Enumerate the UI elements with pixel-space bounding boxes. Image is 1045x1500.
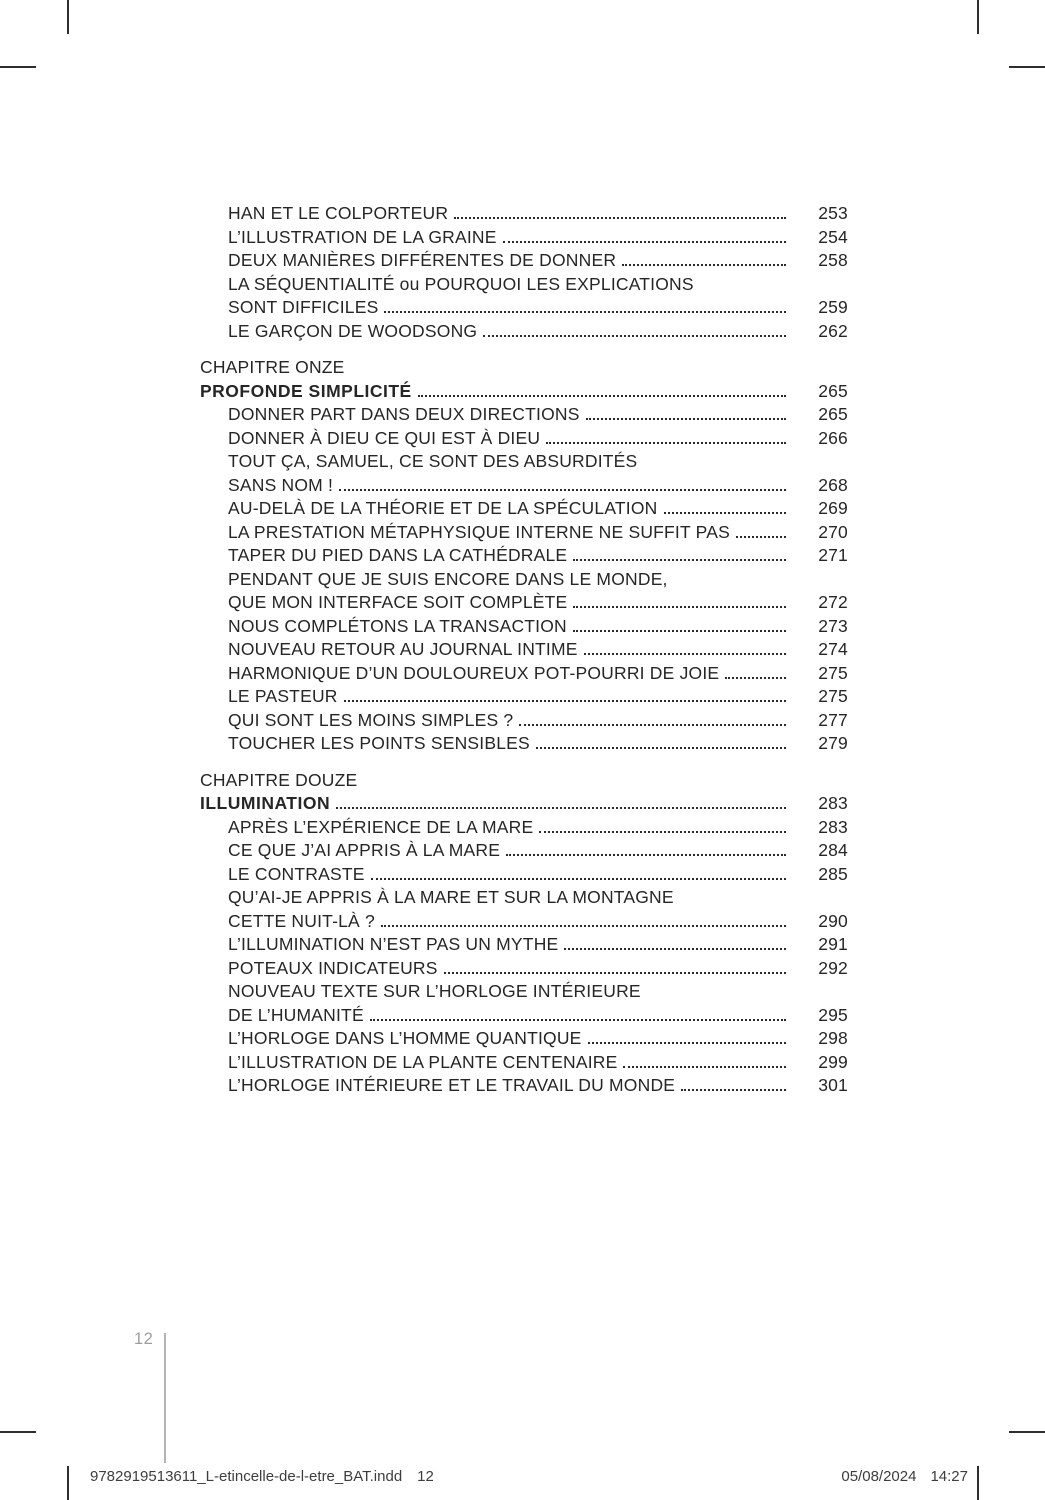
page-number: 269 [818,498,848,518]
toc-entry-line [200,474,848,498]
leader-dots [418,395,786,397]
page-number: 291 [818,934,848,954]
entry-text: QUI SONT LES MOINS SIMPLES ? [228,709,514,730]
crop-mark-top-left-horizontal [0,66,36,68]
entry-text: NOUVEAU TEXTE SUR L’HORLOGE INTÉRIEURE [228,981,641,1001]
crop-mark-bottom-left-horizontal [0,1431,36,1433]
page-number: 299 [818,1051,848,1072]
entry-text: L’ILLUSTRATION DE LA GRAINE [228,226,497,247]
page-number: 270 [818,521,848,542]
page-number: 273 [818,615,848,636]
entry-text: DEUX MANIÈRES DIFFÉRENTES DE DONNER [228,250,617,270]
entry-text: HAN ET LE COLPORTEUR [228,203,449,223]
page-number: 253 [818,203,848,223]
page-number: 259 [818,297,848,317]
page-number: 284 [818,840,848,860]
leader-dots [539,831,786,833]
page-number: 275 [818,662,848,683]
chapter-label-row [200,356,848,380]
toc-entry-line [200,497,848,521]
toc-entry-line [200,1051,848,1075]
leader-dots [483,335,786,337]
page-number: 266 [818,427,848,448]
entry-text: TAPER DU PIED DANS LA CATHÉDRALE [228,545,568,565]
crop-mark-bottom-right-vertical [977,1466,979,1500]
toc-entry-line [200,886,848,910]
leader-dots [381,925,786,927]
folio-page-number: 12 [134,1330,154,1348]
page-number: 301 [818,1075,848,1095]
toc-section [200,202,848,343]
chapter-title-text: PROFONDE SIMPLICITÉ [200,380,412,401]
entry-text: TOUT ÇA, SAMUEL, CE SONT DES ABSURDITÉS [228,451,638,471]
toc-entry-line [200,226,848,250]
chapter-label-row [200,769,848,793]
entry-text: LA PRESTATION MÉTAPHYSIQUE INTERNE NE SUFFIT PAS [228,521,730,542]
chapter-label-text: CHAPITRE ONZE [200,357,345,377]
chapter-title-text: ILLUMINATION [200,793,331,813]
toc-entry-line [200,1004,848,1028]
entry-text: DE L’HUMANITÉ [228,1004,364,1025]
entry-text: L’HORLOGE DANS L’HOMME QUANTIQUE [228,1028,582,1048]
page-number: 265 [818,380,848,401]
leader-dots [586,418,786,420]
toc-entry-line [200,427,848,451]
leader-dots [623,1066,786,1068]
leader-dots [736,536,786,538]
entry-text: LE GARÇON DE WOODSONG [228,320,478,341]
toc-entry-line [200,685,848,709]
entry-text: SANS NOM ! [228,474,334,495]
footer-time: 14:27 [930,1468,968,1485]
folio-rule [164,1333,166,1463]
leader-dots [588,1042,786,1044]
toc-entry-line [200,202,848,226]
page-number: 268 [818,474,848,495]
crop-mark-bottom-left-vertical [67,1466,69,1500]
toc-entry-line [200,273,848,297]
toc-entry-line [200,839,848,863]
page-number: 275 [818,686,848,706]
toc-entry-line [200,591,848,615]
entry-text: L’ILLUSTRATION DE LA PLANTE CENTENAIRE [228,1051,618,1072]
leader-dots [725,677,786,679]
entry-text: CETTE NUIT-LÀ ? [228,910,375,931]
entry-text: LE CONTRASTE [228,863,365,884]
footer-date: 05/08/2024 [841,1468,917,1485]
page-number: 277 [818,709,848,730]
leader-dots [444,972,786,974]
entry-text: APRÈS L’EXPÉRIENCE DE LA MARE [228,816,534,837]
crop-mark-bottom-right-horizontal [1009,1431,1045,1433]
page-number: 274 [818,639,848,659]
leader-dots [506,854,786,856]
entry-text: LE PASTEUR [228,686,338,706]
entry-text: NOUVEAU RETOUR AU JOURNAL INTIME [228,639,578,659]
toc-entry-line [200,568,848,592]
page-number: 279 [818,733,848,753]
crop-mark-top-left-vertical [67,0,69,34]
toc-entry-line [200,863,848,887]
entry-text: AU-DELÀ DE LA THÉORIE ET DE LA SPÉCULATION [228,498,658,518]
page-number: 271 [818,545,848,565]
leader-dots [536,747,786,749]
entry-text: CE QUE J’AI APPRIS À LA MARE [228,840,501,860]
page-number: 258 [818,250,848,270]
leader-dots [664,512,786,514]
toc-entry-line [200,320,848,344]
leader-dots [573,630,786,632]
page-number: 298 [818,1028,848,1048]
chapter-title-row [200,792,848,816]
crop-mark-top-right-vertical [977,0,979,34]
toc-entry-line [200,980,848,1004]
entry-text: TOUCHER LES POINTS SENSIBLES [228,733,530,753]
leader-dots [681,1089,786,1091]
toc-entry-line [200,615,848,639]
toc-section [200,356,848,756]
footer-filename [90,1468,434,1485]
leader-dots [546,442,786,444]
leader-dots [454,217,786,219]
leader-dots [370,1019,786,1021]
footer-datetime [841,1468,968,1485]
leader-dots [384,311,786,313]
entry-text: SONT DIFFICILES [228,297,379,317]
page-number: 262 [818,320,848,341]
toc [200,202,848,1098]
page-number: 292 [818,957,848,978]
page-number: 295 [818,1004,848,1025]
toc-entry-line [200,544,848,568]
leader-dots [503,241,786,243]
entry-text: DONNER À DIEU CE QUI EST À DIEU [228,427,541,448]
leader-dots [622,264,786,266]
leader-dots [573,606,786,608]
leader-dots [519,724,786,726]
page-number: 272 [818,592,848,612]
entry-text: POTEAUX INDICATEURS [228,957,438,978]
page-number: 283 [818,793,848,813]
toc-entry-line [200,1074,848,1098]
toc-section [200,769,848,1098]
leader-dots [584,653,786,655]
entry-text: DONNER PART DANS DEUX DIRECTIONS [228,404,580,424]
entry-text: L’ILLUMINATION N’EST PAS UN MYTHE [228,934,559,954]
toc-entry-line [200,249,848,273]
entry-text: L’HORLOGE INTÉRIEURE ET LE TRAVAIL DU MONDE [228,1075,676,1095]
toc-entry-line [200,403,848,427]
entry-text: PENDANT QUE JE SUIS ENCORE DANS LE MONDE, [228,568,668,589]
toc-entry-line [200,296,848,320]
entry-text: NOUS COMPLÉTONS LA TRANSACTION [228,615,567,636]
toc-entry-line [200,450,848,474]
toc-entry-line [200,662,848,686]
toc-entry-line [200,933,848,957]
entry-text: QUE MON INTERFACE SOIT COMPLÈTE [228,592,568,612]
toc-entry-line [200,732,848,756]
footer-file-text: 9782919513611_L-etincelle-de-l-etre_BAT.indd [90,1468,403,1485]
chapter-title-row [200,380,848,404]
page-number: 290 [818,910,848,931]
entry-text: QU’AI-JE APPRIS À LA MARE ET SUR LA MONTAGNE [228,887,674,907]
leader-dots [339,489,786,491]
leader-dots [573,559,786,561]
toc-entry-line [200,1027,848,1051]
toc-entry-line [200,910,848,934]
toc-entry-line [200,638,848,662]
leader-dots [371,878,786,880]
toc-entry-line [200,816,848,840]
toc-entry-line [200,521,848,545]
page-number: 265 [818,404,848,424]
leader-dots [336,807,786,809]
leader-dots [344,700,786,702]
toc-entry-line [200,957,848,981]
page-number: 283 [818,816,848,837]
page-number: 285 [818,863,848,884]
footer-file-page: 12 [417,1468,434,1485]
chapter-label-text: CHAPITRE DOUZE [200,769,358,790]
page-number: 254 [818,226,848,247]
entry-text: HARMONIQUE D’UN DOULOUREUX POT-POURRI DE JOIE [228,662,720,683]
leader-dots [564,948,786,950]
entry-text: LA SÉQUENTIALITÉ ou POURQUOI LES EXPLICATIONS [228,273,694,294]
crop-mark-top-right-horizontal [1009,66,1045,68]
toc-entry-line [200,709,848,733]
